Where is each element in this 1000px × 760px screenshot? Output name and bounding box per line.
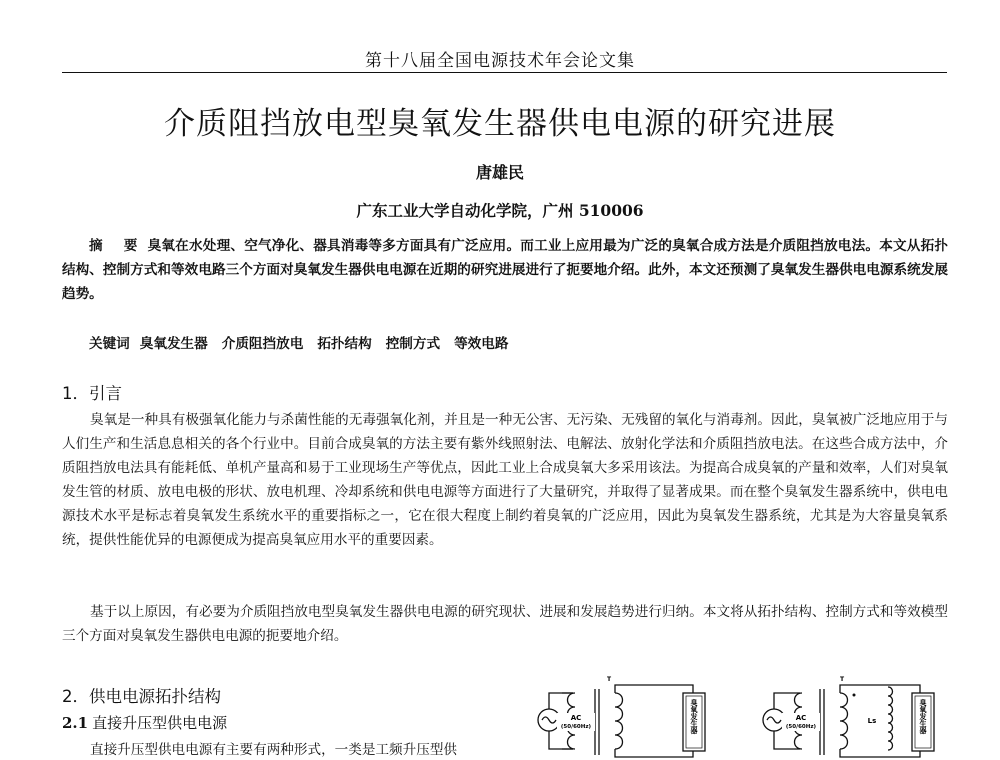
section-1-paragraph-1: 臭氧是一种具有极强氧化能力与杀菌性能的无毒强氧化剂，并且是一种无公害、无污染、无残留的氧化与消毒剂。因此，臭氧被广泛地应用于与人们生产和生活息息相关的各个行业中。目前合成臭氧的方法主要有紫外线照射法、电解法、放射化学法和介质阻挡放电法。在这些合成方法中，介质阻挡放电法具有能耗低、单机产量高和易于工业现场生产等优点，因此工业上合成臭氧大多采用该法。为提高合成臭氧的产量和效率，人们对臭氧发生管的材质、放电电极的形状、放电机理、冷却系统和供电电源等方面进行了大量研究，并取得了显著成果。而在整个臭氧发生器系统中，供电电源技术水平是标志着臭氧发生系统水平的重要指标之一，它在很大程度上制约着臭氧的广泛应用，因此为臭氧发生器系统，尤其是为大容量臭氧系统，提供性能优异的电源便成为提高臭氧应用水平的重要因素。 [62, 412, 948, 548]
inductor-label: Ls [867, 717, 877, 725]
source-label: AC [795, 714, 807, 722]
transformer-label: T [839, 676, 845, 683]
keyword: 拓扑结构 [317, 336, 372, 352]
keyword: 介质阻挡放电 [221, 336, 304, 352]
frequency-label: (50/60Hz) [785, 724, 817, 730]
section-1-paragraph-2: 基于以上原因，有必要为介质阻挡放电型臭氧发生器供电电源的研究现状、进展和发展趋势进行归纳。本文将从拓扑结构、控制方式和等效模型三个方面对臭氧发生器供电电源的扼要地介绍。 [62, 604, 948, 644]
section-2-heading: 2．供电电源拓扑结构 [62, 687, 221, 706]
circuit-diagram-left [533, 665, 733, 760]
frequency-label: (50/60Hz) [560, 724, 592, 730]
affiliation: 广东工业大学自动化学院，广州 510006 [356, 201, 644, 220]
paper-title: 介质阻挡放电型臭氧发生器供电电源的研究进展 [164, 106, 836, 142]
load-label: 臭氧发生器 [690, 699, 698, 734]
abstract [62, 234, 948, 306]
section-1-heading: 1．引言 [62, 384, 122, 403]
transformer-label: T [606, 676, 612, 683]
header-rule [62, 72, 947, 73]
circuit-diagram-right [760, 665, 960, 760]
keywords [89, 332, 522, 352]
abstract-text: 臭氧在水处理、空气净化、器具消毒等多方面具有广泛应用。而工业上应用最为广泛的臭氧合成方法是介质阻挡放电法。本文从拓扑结构、控制方式和等效电路三个方面对臭氧发生器供电电源在近期的研究进展进行了扼要地介绍。此外，本文还预测了臭氧发生器供电电源系统发展趋势。 [62, 238, 949, 302]
load-label: 臭氧发生器 [919, 699, 927, 734]
source-label: AC [570, 714, 582, 722]
author: 唐雄民 [475, 163, 524, 182]
section-2-text: 直接升压型供电电源有主要有两种形式，一类是工频升压型供 [90, 742, 458, 758]
conference-title: 第十八届全国电源技术年会论文集 [365, 51, 635, 71]
keyword: 控制方式 [385, 336, 441, 352]
keyword: 臭氧发生器 [139, 336, 208, 352]
subsection-title: 直接升压型供电电源 [92, 714, 228, 732]
keywords-label: 关键词 [89, 336, 130, 352]
abstract-label: 摘 要 [89, 238, 146, 254]
subsection-number: 2.1 [62, 714, 89, 732]
keyword: 等效电路 [454, 336, 509, 352]
subsection-2-1-heading [62, 712, 227, 733]
polarity-dot [853, 694, 856, 697]
